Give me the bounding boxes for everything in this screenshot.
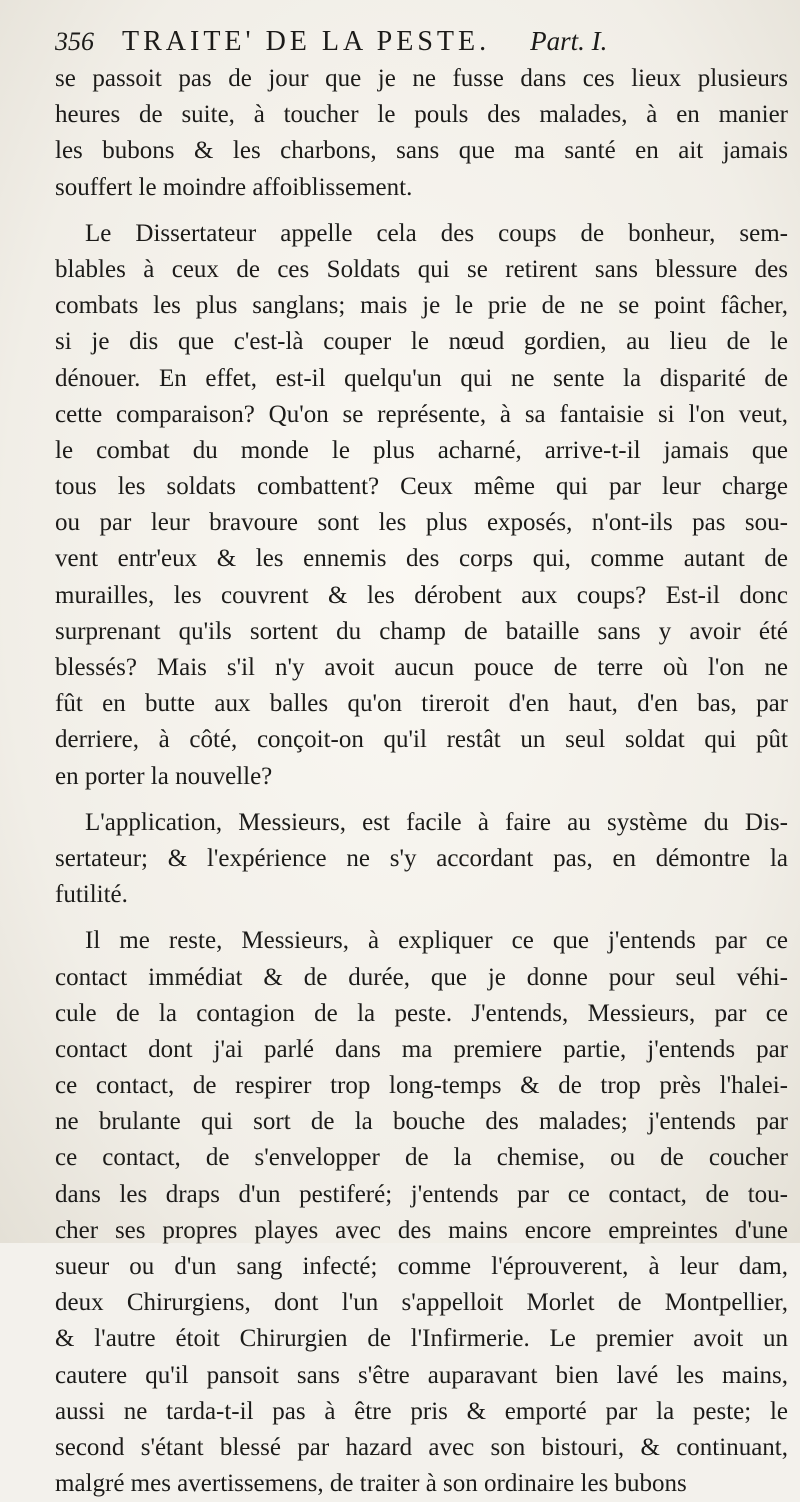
text-line: le combat du monde le plus acharné, arrive-t-il jamais que <box>55 436 788 464</box>
text-line: ne brulante qui sort de la bouche des malades; j'entends par <box>55 1108 788 1136</box>
text-line: & l'autre étoit Chirurgien de l'Infirmerie. Le premier avoit un <box>55 1325 788 1353</box>
text-line: tous les soldats combattent? Ceux même qui par leur charge <box>55 473 788 501</box>
paragraph-gap <box>55 913 788 923</box>
text-line: Le Dissertateur appelle cela des coups de bonheur, sem- <box>85 219 788 247</box>
running-header <box>55 26 760 66</box>
text-line: sueur ou d'un sang infecté; comme l'éprouverent, à leur dam, <box>55 1253 788 1280</box>
text-line: en porter la nouvelle? <box>55 762 273 790</box>
text-line: murailles, les couvrent & les dérobent aux coups? Est-il donc <box>55 581 788 609</box>
text-line: second s'étant blessé par hazard avec son bistouri, & continuant, <box>55 1433 788 1461</box>
text-line: cule de la contagion de la peste. J'entends, Messieurs, par ce <box>55 999 788 1027</box>
text-line: blables à ceux de ces Soldats qui se retirent sans blessure des <box>55 255 788 283</box>
paragraph <box>55 923 788 1502</box>
paragraph <box>55 216 788 795</box>
text-line: contact dont j'ai parlé dans ma premiere partie, j'entends par <box>55 1035 788 1063</box>
page-number: 356 <box>55 27 94 56</box>
text-line: souffert le moindre affoiblissement. <box>55 173 413 201</box>
text-line: L'application, Messieurs, est facile à faire au système du Dis- <box>85 808 788 836</box>
text-line: deux Chirurgiens, dont l'un s'appelloit Morlet de Montpellier, <box>55 1289 788 1317</box>
text-line: blessés? Mais s'il n'y avoit aucun pouce de terre où l'on ne <box>55 654 788 681</box>
text-line: dénouer. En effet, est-il quelqu'un qui ne sente la disparité de <box>55 364 788 392</box>
text-line: ce contact, de respirer trop long-temps & de trop près l'halei- <box>55 1072 788 1100</box>
text-line: cautere qu'il pansoit sans s'être auparavant bien lavé les mains, <box>55 1361 788 1389</box>
text-line: vent entr'eux & les ennemis des corps qui, comme autant de <box>55 545 788 573</box>
text-line: les bubons & les charbons, sans que ma santé en ait jamais <box>55 137 788 165</box>
paragraph-gap <box>55 795 788 805</box>
text-line: sertateur; & l'expérience ne s'y accordant pas, en démontre la <box>55 844 788 872</box>
paragraph <box>55 61 788 206</box>
text-line: derriere, à côté, conçoit-on qu'il restât un seul soldat qui pût <box>55 726 788 754</box>
body-text <box>55 61 788 1502</box>
paragraph <box>55 805 788 914</box>
text-line: malgré mes avertissemens, de traiter à son ordinaire les bubons <box>55 1470 687 1498</box>
text-line: si je dis que c'est-là couper le nœud gordien, au lieu de le <box>55 328 788 356</box>
text-line: aussi ne tarda-t-il pas à être pris & emporté par la peste; le <box>55 1397 788 1425</box>
text-line: ou par leur bravoure sont les plus exposés, n'ont-ils pas sou- <box>55 509 788 537</box>
text-line: Il me reste, Messieurs, à expliquer ce que j'entends par ce <box>85 927 788 955</box>
text-line: dans les draps d'un pestiferé; j'entends par ce contact, de tou- <box>55 1180 788 1208</box>
text-line: surprenant qu'ils sortent du champ de bataille sans y avoir été <box>55 617 788 645</box>
running-part: Part. I. <box>530 26 608 56</box>
text-line: cette comparaison? Qu'on se représente, à sa fantaisie si l'on veut, <box>55 400 788 428</box>
text-line: heures de suite, à toucher le pouls des malades, à en manier <box>55 101 788 129</box>
text-line: contact immédiat & de durée, que je donne pour seul véhi- <box>55 963 788 991</box>
running-title: TRAITE' DE LA PESTE. <box>122 26 491 57</box>
text-line: se passoit pas de jour que je ne fusse dans ces lieux plusieurs <box>55 65 788 92</box>
text-line: ce contact, de s'envelopper de la chemise, ou de coucher <box>55 1144 788 1172</box>
text-line: cher ses propres playes avec des mains encore empreintes d'une <box>55 1216 788 1244</box>
text-line: futilité. <box>55 881 128 909</box>
text-line: combats les plus sanglans; mais je le prie de ne se point fâcher, <box>55 292 788 320</box>
text-line: fût en butte aux balles qu'on tireroit d'en haut, d'en bas, par <box>55 690 788 718</box>
paragraph-gap <box>55 206 788 216</box>
